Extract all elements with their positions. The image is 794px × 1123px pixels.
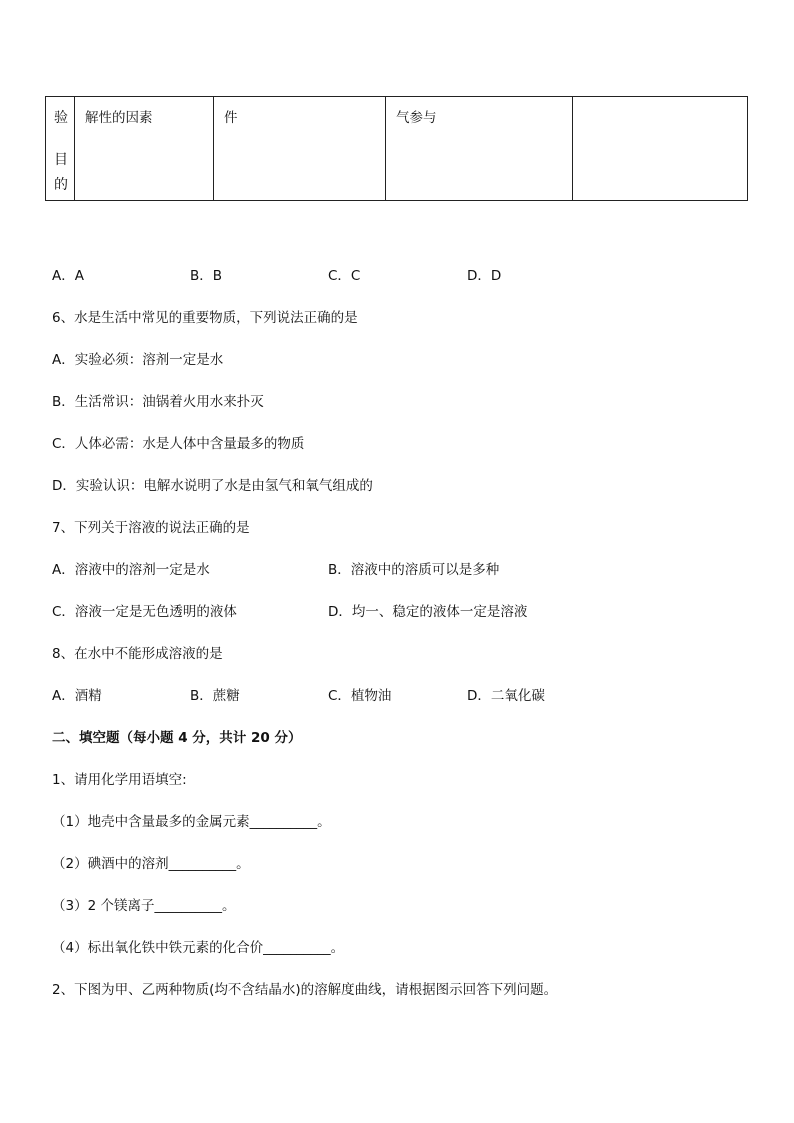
- table-cell-condition: [214, 97, 386, 201]
- q6-option-a: A．实验必须：溶剂一定是水: [52, 352, 224, 368]
- table-cell-condition-text: 件: [224, 110, 238, 126]
- fill1-stem: 1、请用化学用语填空:: [52, 772, 187, 788]
- q8-stem: 8、在水中不能形成溶液的是: [52, 646, 223, 662]
- q5-option-b: B．B: [190, 268, 223, 284]
- q7-stem: 7、下列关于溶液的说法正确的是: [52, 520, 250, 536]
- table-cell-factors-text: 解性的因素: [85, 110, 153, 126]
- q7-option-c: C．溶液一定是无色透明的液体: [52, 604, 237, 620]
- q8-option-a: A．酒精: [52, 688, 102, 704]
- table-cell-gas: [386, 97, 573, 201]
- q6-option-b: B．生活常识：油锅着火用水来扑灭: [52, 394, 264, 410]
- q6-option-d: D．实验认识：电解水说明了水是由氢气和氧气组成的: [52, 478, 373, 494]
- table-cell-empty: [573, 97, 748, 201]
- purpose-char-2: 目: [54, 152, 68, 168]
- fill1-item-1: （1）地壳中含量最多的金属元素__________。: [52, 814, 331, 830]
- q5-option-d: D．D: [467, 268, 502, 284]
- q7-option-a: A．溶液中的溶剂一定是水: [52, 562, 210, 578]
- q5-option-a: A．A: [52, 268, 84, 284]
- fill1-item-3: （3）2 个镁离子__________。: [52, 898, 236, 914]
- fill2-stem: 2、下图为甲、乙两种物质(均不含结晶水)的溶解度曲线，请根据图示回答下列问题。: [52, 982, 558, 998]
- purpose-char-1: 验: [54, 110, 68, 126]
- section2-title: 二、填空题（每小题 4 分，共计 20 分）: [52, 730, 302, 746]
- q6-stem: 6、水是生活中常见的重要物质，下列说法正确的是: [52, 310, 358, 326]
- experiment-table: [45, 96, 748, 201]
- q7-option-d: D．均一、稳定的液体一定是溶液: [328, 604, 528, 620]
- q7-option-b: B．溶液中的溶质可以是多种: [328, 562, 500, 578]
- table-cell-empty-text: [573, 97, 747, 106]
- table-cell-factors: [75, 97, 214, 201]
- table-cell-gas-text: 气参与: [396, 110, 437, 126]
- q8-option-b: B．蔗糖: [190, 688, 240, 704]
- q6-option-c: C．人体必需：水是人体中含量最多的物质: [52, 436, 305, 452]
- fill1-item-2: （2）碘酒中的溶剂__________。: [52, 856, 250, 872]
- purpose-char-3: 的: [54, 177, 68, 193]
- q5-option-c: C．C: [328, 268, 361, 284]
- q8-option-d: D．二氧化碳: [467, 688, 545, 704]
- table-cell-purpose: [46, 97, 75, 201]
- fill1-item-4: （4）标出氧化铁中铁元素的化合价__________。: [52, 940, 345, 956]
- q8-option-c: C．植物油: [328, 688, 392, 704]
